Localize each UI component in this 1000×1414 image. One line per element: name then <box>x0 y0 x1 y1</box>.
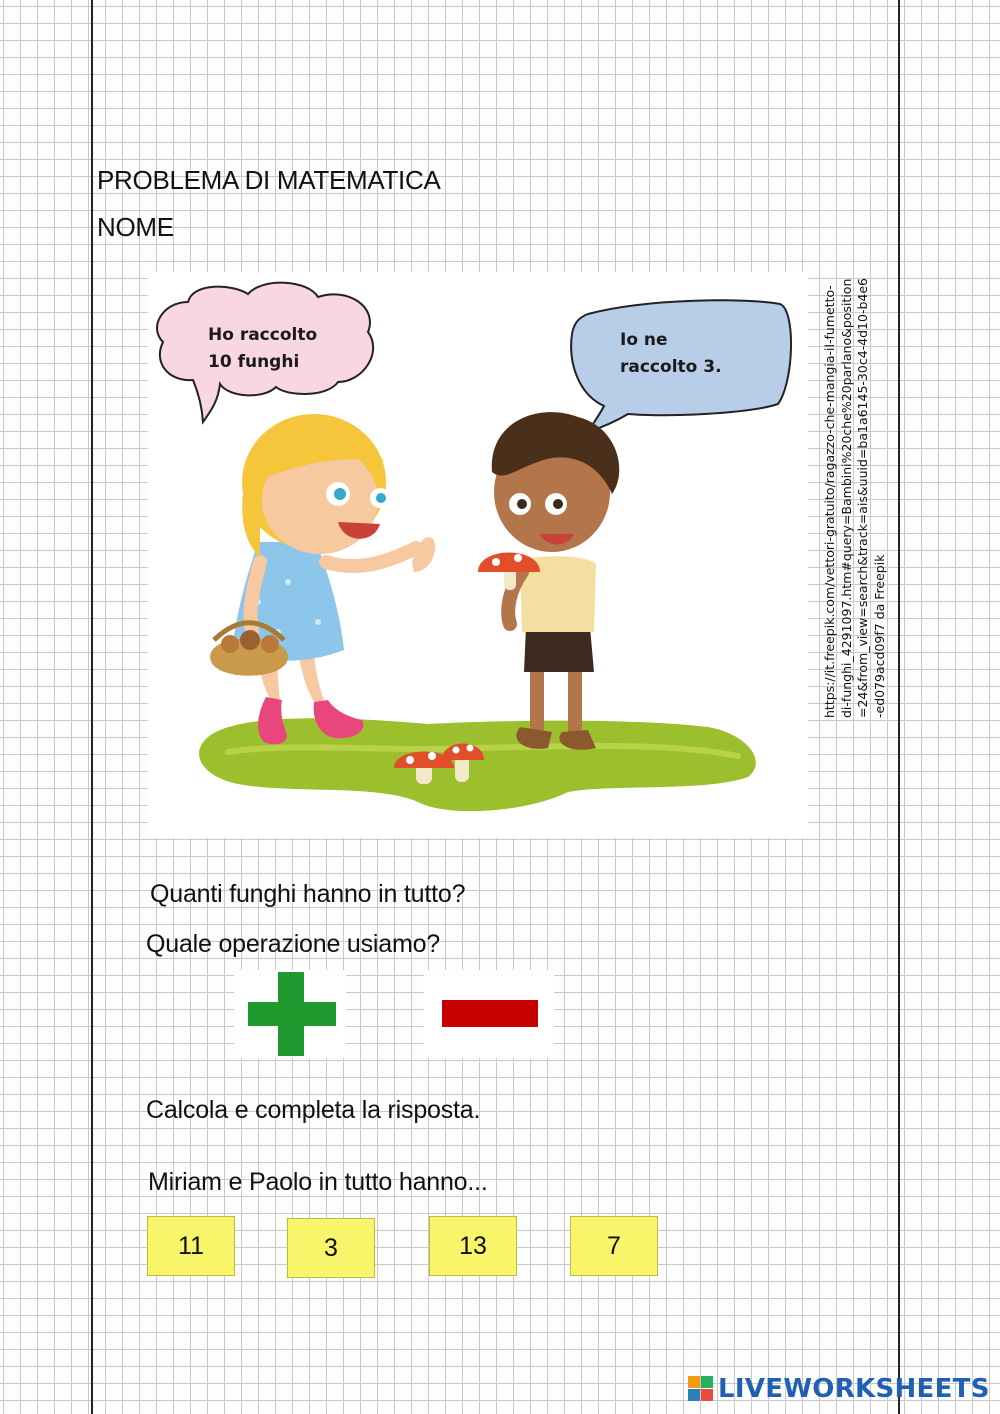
answer-option-1[interactable]: 11 <box>147 1216 235 1276</box>
bubble-right-text <box>620 327 722 381</box>
bubble-right-line2: raccolto 3. <box>620 357 722 377</box>
instruction-calculate: Calcola e completa la risposta. <box>146 1096 481 1124</box>
image-credit: https://it.freepik.com/vettori-gratuito/ragazzo-che-mangia-il-fumetto-di-funghi_4291097.htm#query=Bambini%20che%20parlano&position=24&from_view=search&track=ais&uuid=ba1a6145-30c4-4d10-b4e6-ed079acd09f7 da Freepik <box>822 277 887 718</box>
answer-option-4[interactable]: 7 <box>570 1216 658 1276</box>
plus-option[interactable] <box>234 970 346 1058</box>
liveworksheets-brand <box>688 1372 990 1406</box>
minus-icon <box>424 970 554 1058</box>
plus-icon <box>234 970 346 1058</box>
name-label: NOME <box>97 212 174 242</box>
worksheet-title: PROBLEMA DI MATEMATICA <box>97 165 441 195</box>
bubble-right-line1: Io ne <box>620 330 668 350</box>
boy-character <box>478 412 619 750</box>
bubble-left-line1: Ho raccolto <box>208 325 318 345</box>
question-total: Quanti funghi hanno in tutto? <box>150 880 466 908</box>
margin-line-left <box>91 0 93 1414</box>
answer-option-2[interactable]: 3 <box>287 1218 375 1278</box>
answer-option-3[interactable]: 13 <box>429 1216 517 1276</box>
girl-character <box>210 414 435 744</box>
bubble-left-line2: 10 funghi <box>208 352 300 372</box>
minus-option[interactable] <box>424 970 554 1058</box>
illustration <box>148 272 808 838</box>
brand-text: LIVEWORKSHEETS <box>718 1374 990 1404</box>
margin-line-right <box>898 0 900 1414</box>
liveworksheets-logo-icon <box>688 1376 714 1402</box>
answer-sentence: Miriam e Paolo in tutto hanno... <box>148 1168 488 1196</box>
question-operation: Quale operazione usiamo? <box>146 930 441 958</box>
bubble-left-text <box>208 322 317 376</box>
